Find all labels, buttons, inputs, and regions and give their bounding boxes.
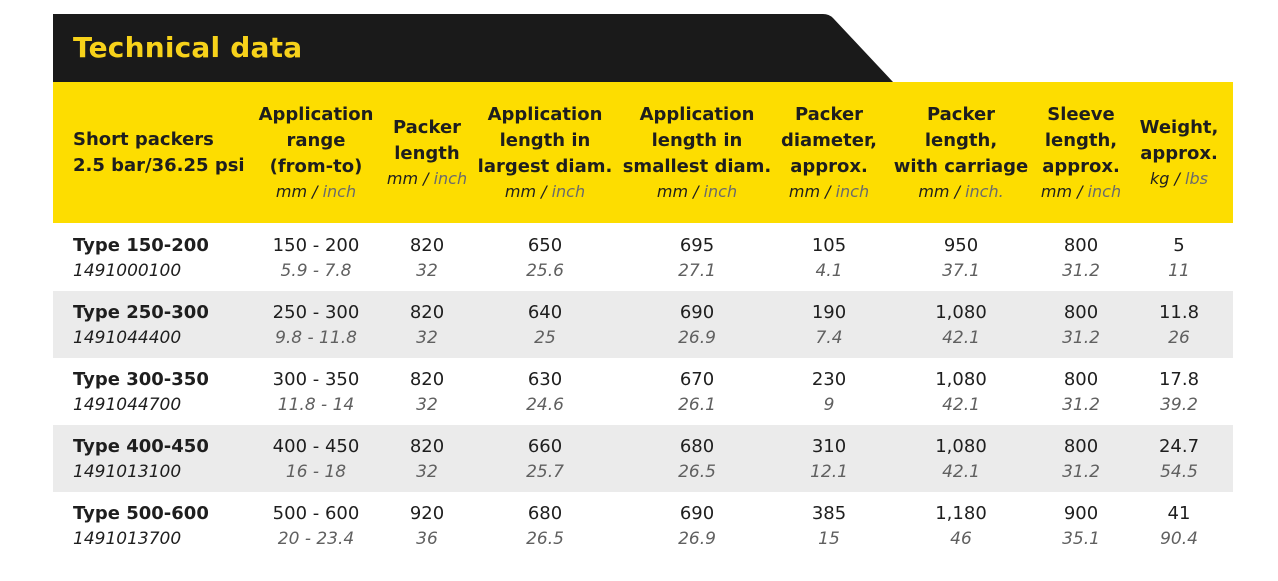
imperial-value: 7.4	[815, 327, 843, 348]
table-row	[53, 224, 1233, 291]
table-header	[53, 82, 1233, 223]
imperial-value: 37.1	[942, 260, 980, 281]
header-unit: mm / inch.	[918, 181, 1004, 201]
header-cell-weight	[1131, 82, 1227, 223]
product-code: 1491000100	[73, 260, 182, 281]
metric-value: 640	[527, 301, 563, 323]
product-code: 1491013100	[73, 461, 182, 482]
imperial-value: 32	[416, 394, 438, 415]
metric-value: 500 - 600	[272, 502, 360, 524]
product-cell	[73, 224, 209, 291]
imperial-value: 25.6	[526, 260, 564, 281]
metric-value: 230	[811, 368, 847, 390]
metric-value: 800	[1063, 301, 1099, 323]
imperial-value: 42.1	[942, 327, 980, 348]
value-cell	[1099, 425, 1259, 492]
imperial-value: 27.1	[678, 260, 716, 281]
imperial-value: 31.2	[1062, 394, 1100, 415]
imperial-value: 42.1	[942, 461, 980, 482]
value-cell	[465, 425, 625, 492]
imperial-value: 20 - 23.4	[277, 528, 355, 549]
header-cell-length-smallest	[617, 82, 777, 223]
imperial-value: 32	[416, 327, 438, 348]
metric-value: 1,080	[935, 435, 987, 457]
metric-value: 660	[527, 435, 563, 457]
metric-value: 630	[527, 368, 563, 390]
product-cell	[73, 425, 209, 492]
header-title: Application range (from-to)	[258, 103, 374, 177]
imperial-value: 90.4	[1160, 528, 1198, 549]
metric-value: 310	[811, 435, 847, 457]
imperial-value: 26.9	[678, 528, 716, 549]
imperial-value: 5.9 - 7.8	[280, 260, 352, 281]
header-cell-application-range	[243, 82, 389, 223]
header-title: Sleeve length, approx.	[1042, 103, 1120, 177]
value-cell	[1099, 492, 1259, 559]
imperial-value: 32	[416, 260, 438, 281]
imperial-value: 4.1	[815, 260, 843, 281]
table-row	[53, 291, 1233, 358]
table-row	[53, 492, 1233, 559]
header-title: Packer length, with carriage	[893, 103, 1029, 177]
value-cell	[1099, 358, 1259, 425]
imperial-value: 35.1	[1062, 528, 1100, 549]
header-unit: mm / inch	[275, 181, 357, 201]
metric-value: 105	[811, 234, 847, 256]
value-cell	[465, 492, 625, 559]
imperial-value: 26	[1168, 327, 1190, 348]
imperial-value: 11	[1168, 260, 1190, 281]
value-cell	[465, 358, 625, 425]
header-title: Packer diameter, approx.	[780, 103, 878, 177]
imperial-value: 26.5	[526, 528, 564, 549]
value-cell	[465, 224, 625, 291]
metric-value: 820	[409, 234, 445, 256]
metric-value: 5	[1173, 234, 1185, 256]
imperial-value: 31.2	[1062, 260, 1100, 281]
metric-value: 1,080	[935, 301, 987, 323]
metric-value: 385	[811, 502, 847, 524]
header-cell-sleeve-length	[1033, 82, 1129, 223]
metric-value: 820	[409, 368, 445, 390]
header-unit: kg / lbs	[1150, 168, 1208, 188]
header-unit: mm / inch	[656, 181, 738, 201]
metric-value: 11.8	[1158, 301, 1200, 323]
metric-value: 400 - 450	[272, 435, 360, 457]
metric-value: 950	[943, 234, 979, 256]
imperial-value: 16 - 18	[285, 461, 347, 482]
header-title: Short packers 2.5 bar/36.25 psi	[73, 128, 245, 176]
product-cell	[73, 358, 209, 425]
header-unit: mm / inch	[788, 181, 870, 201]
metric-value: 24.7	[1158, 435, 1200, 457]
metric-value: 680	[527, 502, 563, 524]
product-name: Type 250-300	[73, 301, 209, 323]
imperial-value: 25.7	[526, 461, 564, 482]
product-cell	[73, 492, 209, 559]
product-name: Type 400-450	[73, 435, 209, 457]
header-unit: mm / inch	[386, 168, 468, 188]
metric-value: 250 - 300	[272, 301, 360, 323]
product-code: 1491044400	[73, 327, 182, 348]
product-cell	[73, 291, 209, 358]
metric-value: 690	[679, 301, 715, 323]
imperial-value: 39.2	[1160, 394, 1198, 415]
metric-value: 690	[679, 502, 715, 524]
header-unit: mm / inch	[1040, 181, 1122, 201]
product-name: Type 500-600	[73, 502, 209, 524]
product-name: Type 150-200	[73, 234, 209, 256]
value-cell	[1099, 224, 1259, 291]
table-row	[53, 425, 1233, 492]
header-unit: mm / inch	[504, 181, 586, 201]
product-name: Type 300-350	[73, 368, 209, 390]
metric-value: 1,080	[935, 368, 987, 390]
header-cell-length-largest	[473, 82, 617, 223]
metric-value: 800	[1063, 435, 1099, 457]
value-cell	[465, 291, 625, 358]
imperial-value: 9.8 - 11.8	[275, 327, 357, 348]
imperial-value: 25	[534, 327, 556, 348]
metric-value: 150 - 200	[272, 234, 360, 256]
imperial-value: 26.9	[678, 327, 716, 348]
metric-value: 650	[527, 234, 563, 256]
imperial-value: 26.5	[678, 461, 716, 482]
imperial-value: 11.8 - 14	[277, 394, 355, 415]
imperial-value: 15	[818, 528, 840, 549]
metric-value: 820	[409, 301, 445, 323]
imperial-value: 31.2	[1062, 327, 1100, 348]
title-banner	[53, 14, 893, 82]
header-title: Packer length	[392, 116, 462, 164]
header-title: Application length in largest diam.	[477, 103, 613, 177]
metric-value: 670	[679, 368, 715, 390]
table-row	[53, 358, 1233, 425]
metric-value: 17.8	[1158, 368, 1200, 390]
imperial-value: 12.1	[810, 461, 848, 482]
metric-value: 820	[409, 435, 445, 457]
metric-value: 1,180	[935, 502, 987, 524]
imperial-value: 46	[950, 528, 972, 549]
imperial-value: 9	[823, 394, 835, 415]
imperial-value: 31.2	[1062, 461, 1100, 482]
imperial-value: 54.5	[1160, 461, 1198, 482]
metric-value: 680	[679, 435, 715, 457]
metric-value: 41	[1167, 502, 1191, 524]
header-cell-packer-diameter	[777, 82, 881, 223]
imperial-value: 42.1	[942, 394, 980, 415]
header-title: Weight, approx.	[1139, 116, 1219, 164]
header-cell-packer-length	[381, 82, 473, 223]
metric-value: 695	[679, 234, 715, 256]
metric-value: 190	[811, 301, 847, 323]
metric-value: 920	[409, 502, 445, 524]
header-title: Application length in smallest diam.	[622, 103, 772, 177]
imperial-value: 26.1	[678, 394, 716, 415]
metric-value: 800	[1063, 234, 1099, 256]
value-cell	[1099, 291, 1259, 358]
product-code: 1491044700	[73, 394, 182, 415]
metric-value: 900	[1063, 502, 1099, 524]
imperial-value: 32	[416, 461, 438, 482]
metric-value: 800	[1063, 368, 1099, 390]
header-cell-packer-length-carriage	[881, 82, 1041, 223]
imperial-value: 24.6	[526, 394, 564, 415]
metric-value: 300 - 350	[272, 368, 360, 390]
imperial-value: 36	[416, 528, 438, 549]
product-code: 1491013700	[73, 528, 182, 549]
page-title: Technical data	[73, 31, 303, 64]
